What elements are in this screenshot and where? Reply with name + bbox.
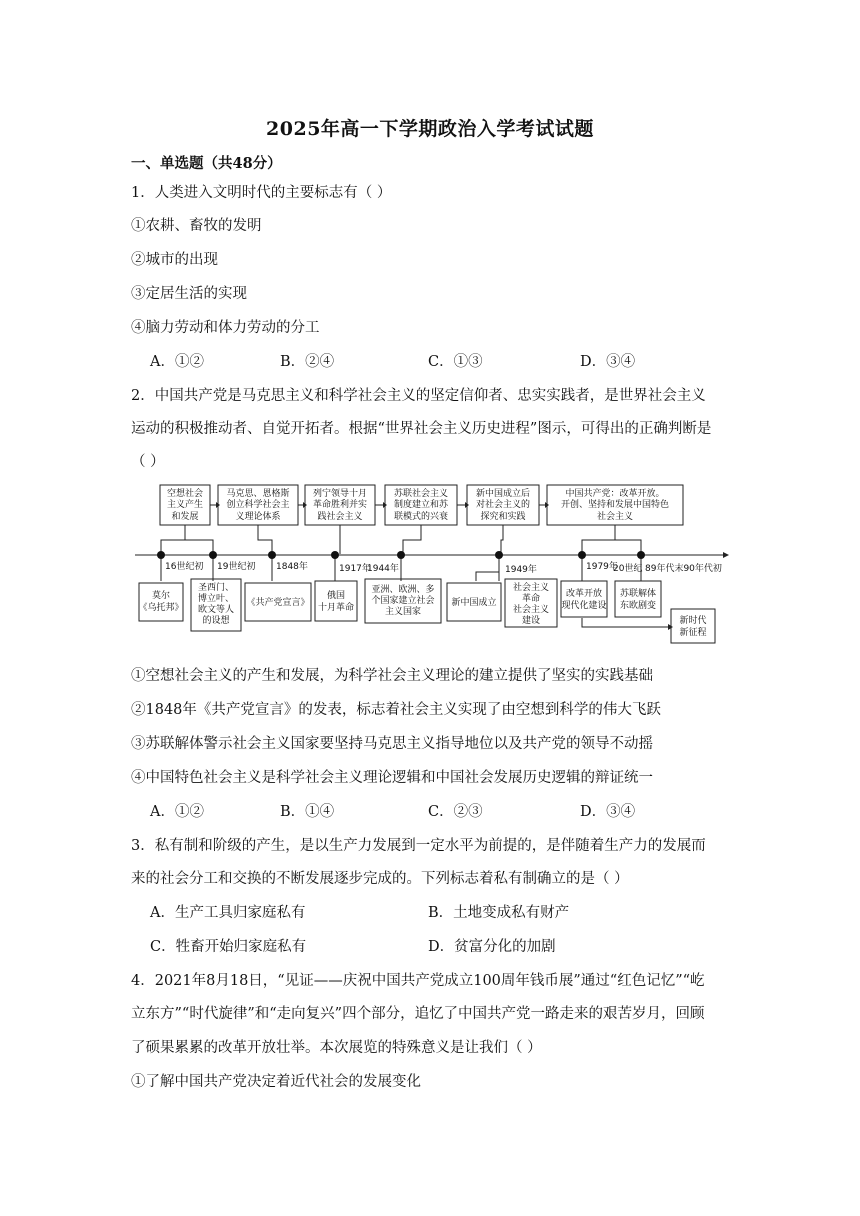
- top-box-texts: [167, 487, 669, 522]
- question-4-stem-line-1: 4．2021年8月18日，“见证——庆祝中国共产党成立100周年钱币展”通过“红色记忆”“屹: [131, 973, 705, 989]
- option-b[interactable]: B．②④: [280, 354, 335, 370]
- question-2-item-3: ③苏联解体警示社会主义国家要坚持马克思主义指导地位以及共产党的领导不动摇: [131, 736, 653, 752]
- svg-text:义理论体系: 义理论体系: [235, 512, 281, 522]
- question-1-item-1: ①农耕、畜牧的发明: [131, 218, 262, 234]
- question-3-stem-line-1: 3．私有制和阶级的产生，是以生产力发展到一定水平为前提的，是伴随着生产力的发展而: [131, 838, 706, 854]
- svg-text:践社会主义: 践社会主义: [317, 512, 363, 522]
- question-2-stem-line-2: 运动的积极推动者、自觉开拓者。根据“世界社会主义历史进程”图示，可得出的正确判断是: [131, 421, 712, 437]
- bottom-box-8: [561, 581, 607, 617]
- svg-text:新中国成立: 新中国成立: [451, 598, 497, 608]
- svg-text:19世纪初: 19世纪初: [217, 562, 256, 572]
- svg-text:《乌托邦》: 《乌托邦》: [138, 603, 184, 613]
- svg-text:现代化建设: 现代化建设: [561, 601, 607, 611]
- page-title: 2025年高一下学期政治入学考试试题: [266, 118, 594, 140]
- option-a[interactable]: A．①②: [150, 804, 204, 820]
- question-2-item-2: ②1848年《共产党宣言》的发表，标志着社会主义实现了由空想到科学的伟大飞跃: [131, 702, 661, 718]
- svg-text:新征程: 新征程: [679, 628, 707, 638]
- svg-text:空想社会: 空想社会: [166, 489, 204, 499]
- bottom-box-4: [315, 581, 357, 621]
- option-a[interactable]: A．生产工具归家庭私有: [150, 905, 306, 921]
- question-1-item-2: ②城市的出现: [131, 252, 218, 268]
- svg-text:十月革命: 十月革命: [317, 603, 355, 613]
- option-d[interactable]: D．③④: [580, 804, 636, 820]
- svg-text:主义产生: 主义产生: [166, 500, 204, 510]
- option-b[interactable]: B．①④: [280, 804, 335, 820]
- timeline-labels: [165, 560, 722, 575]
- svg-text:改革开放: 改革开放: [565, 589, 603, 599]
- socialism-history-diagram: [131, 478, 731, 648]
- svg-text:16世纪初: 16世纪初: [165, 562, 204, 572]
- option-b[interactable]: B．土地变成私有财产: [428, 905, 570, 921]
- svg-text:建设: 建设: [521, 616, 541, 626]
- section-heading: 一、单选题（共48分）: [131, 155, 282, 172]
- svg-text:探究和实践: 探究和实践: [480, 512, 526, 522]
- svg-text:中国共产党：改革开放。: 中国共产党：改革开放。: [565, 489, 665, 499]
- svg-text:的设想: 的设想: [202, 616, 230, 626]
- svg-text:苏联社会主义: 苏联社会主义: [393, 489, 449, 499]
- option-d[interactable]: D．③④: [580, 354, 636, 370]
- svg-text:革命: 革命: [521, 594, 541, 604]
- svg-text:开创、坚持和发展中国特色: 开创、坚持和发展中国特色: [560, 500, 670, 510]
- svg-text:社会主义: 社会主义: [596, 512, 634, 522]
- question-2-stem-line-1: 2．中国共产党是马克思主义和科学社会主义的坚定信仰者、忠实实践者，是世界社会主义: [131, 388, 706, 404]
- svg-text:俄国: 俄国: [326, 591, 346, 601]
- question-3-stem-line-2: 来的社会分工和交换的不断发展逐步完成的。下列标志着私有制确立的是（ ）: [131, 871, 629, 887]
- svg-text:新中国成立后: 新中国成立后: [475, 489, 531, 499]
- question-4-stem-line-2: 立东方”“时代旋律”和“走向复兴”四个部分，追忆了中国共产党一路走来的艰苦岁月，回顾: [131, 1006, 705, 1022]
- option-c[interactable]: C．牲畜开始归家庭私有: [150, 939, 307, 955]
- option-c[interactable]: C．①③: [428, 354, 483, 370]
- svg-text:《共产党宣言》: 《共产党宣言》: [246, 598, 310, 608]
- question-4-item-1: ①了解中国共产党决定着近代社会的发展变化: [131, 1074, 421, 1090]
- svg-text:列宁领导十月: 列宁领导十月: [312, 489, 368, 499]
- svg-text:社会主义: 社会主义: [512, 605, 550, 615]
- svg-text:马克思、恩格斯: 马克思、恩格斯: [226, 489, 290, 499]
- svg-text:莫尔: 莫尔: [151, 591, 171, 601]
- question-2-item-4: ④中国特色社会主义是科学社会主义理论逻辑和中国社会发展历史逻辑的辩证统一: [131, 770, 653, 786]
- svg-text:社会主义: 社会主义: [512, 583, 550, 593]
- svg-text:制度建立和苏: 制度建立和苏: [393, 500, 449, 510]
- svg-text:创立科学社会主: 创立科学社会主: [226, 500, 290, 510]
- question-4-stem-line-3: 了硕果累累的改革开放壮举。本次展览的特殊意义是让我们（ ）: [131, 1040, 542, 1056]
- option-d[interactable]: D．贫富分化的加剧: [428, 939, 556, 955]
- question-1-item-3: ③定居生活的实现: [131, 286, 247, 302]
- svg-text:20世纪: 20世纪: [613, 564, 643, 574]
- svg-text:1848年: 1848年: [276, 562, 308, 572]
- svg-text:1979年: 1979年: [586, 562, 618, 572]
- question-2-item-1: ①空想社会主义的产生和发展，为科学社会主义理论的建立提供了坚实的实践基础: [131, 668, 653, 684]
- svg-text:欧文等人: 欧文等人: [197, 605, 235, 615]
- option-c[interactable]: C．②③: [428, 804, 483, 820]
- svg-text:圣西门、: 圣西门、: [197, 583, 235, 593]
- svg-text:89年代末90年代初: 89年代末90年代初: [645, 564, 722, 574]
- option-a[interactable]: A．①②: [150, 354, 204, 370]
- svg-text:苏联解体: 苏联解体: [619, 589, 657, 599]
- bottom-box-9: [615, 581, 661, 617]
- svg-text:1944年: 1944年: [367, 564, 399, 574]
- svg-text:联模式的兴衰: 联模式的兴衰: [393, 512, 449, 522]
- question-1-stem: 1．人类进入文明时代的主要标志有（ ）: [131, 185, 392, 201]
- svg-text:革命胜利并实: 革命胜利并实: [312, 500, 368, 510]
- bottom-box-texts: [138, 581, 706, 638]
- svg-text:新时代: 新时代: [679, 616, 707, 626]
- svg-text:1917年: 1917年: [339, 564, 371, 574]
- svg-text:博立叶、: 博立叶、: [197, 594, 235, 604]
- svg-text:个国家建立社会: 个国家建立社会: [371, 596, 435, 606]
- svg-text:主义国家: 主义国家: [384, 607, 422, 617]
- svg-text:对社会主义的: 对社会主义的: [475, 500, 531, 510]
- svg-text:1949年: 1949年: [505, 565, 537, 575]
- svg-text:和发展: 和发展: [171, 512, 199, 522]
- bottom-box-1: [139, 583, 183, 621]
- svg-text:亚洲、欧洲、多: 亚洲、欧洲、多: [371, 585, 435, 595]
- question-2-stem-line-3: （ ）: [131, 454, 165, 470]
- question-1-item-4: ④脑力劳动和体力劳动的分工: [131, 320, 320, 336]
- svg-text:东欧剧变: 东欧剧变: [619, 601, 657, 611]
